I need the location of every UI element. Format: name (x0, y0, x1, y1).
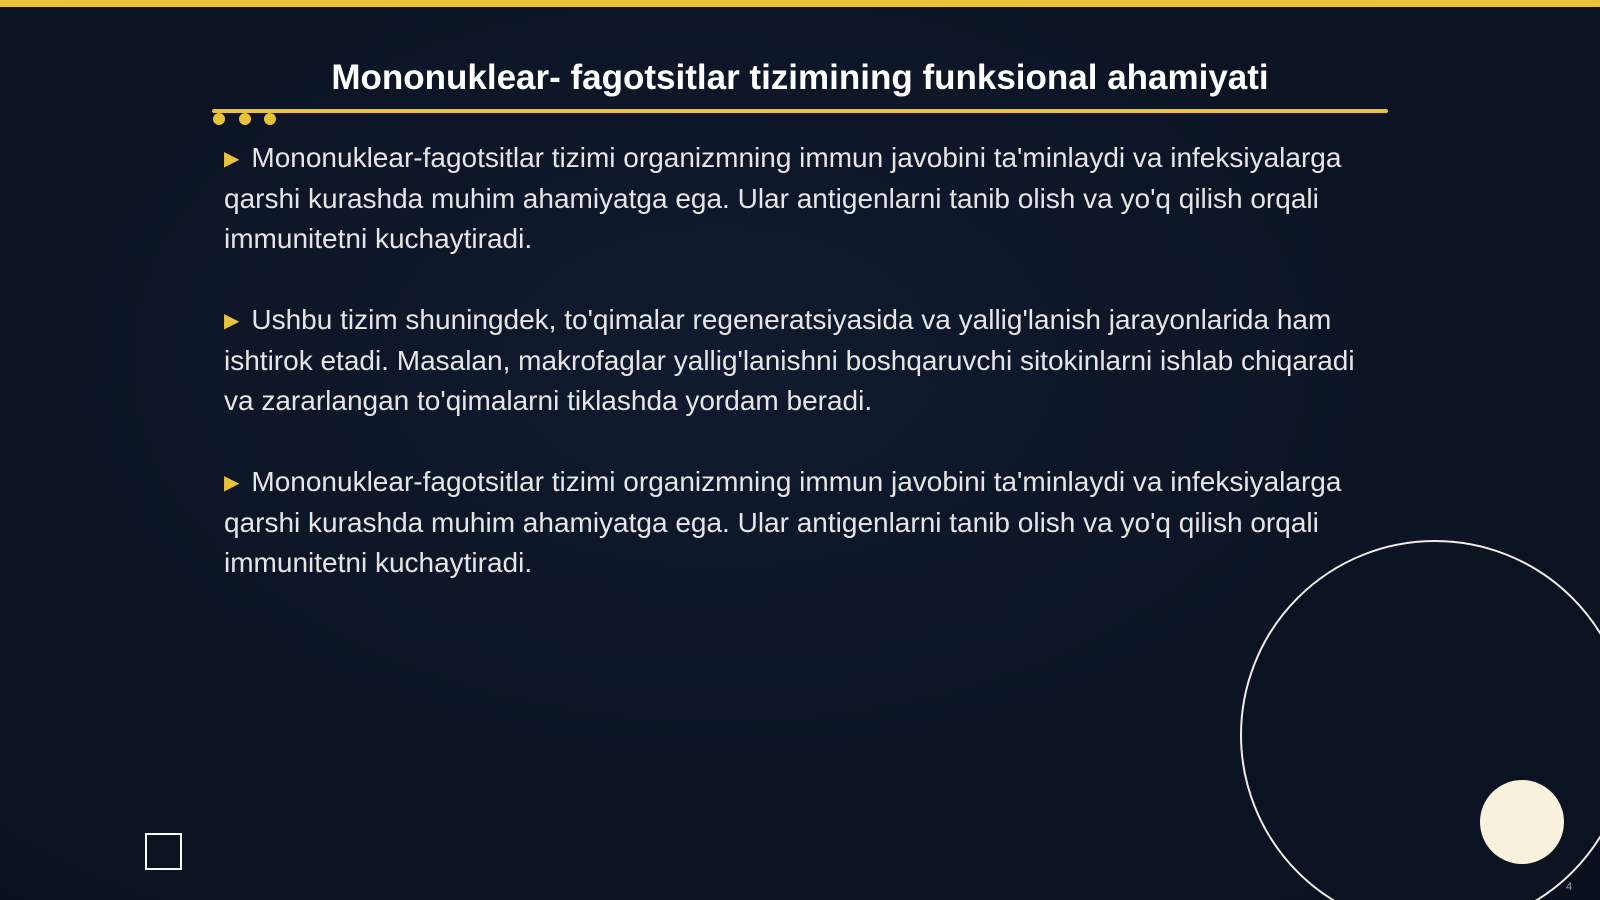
page-number: 4 (1566, 881, 1573, 893)
decorative-dot-1 (213, 113, 225, 125)
title-underline (212, 109, 1388, 113)
bullet-text: Mononuklear-fagotsitlar tizimi organizmning immun javobini ta'minlaydi va infeksiyalarga qarshi kurashda muhim ahamiyatga ega. Ular antigenlarni tanib olish va yo'q qilish orqali immunitetni kuchaytiradi. (224, 142, 1342, 254)
bullet-item (224, 138, 1374, 260)
triangle-bullet-icon: ▶ (224, 472, 240, 494)
top-accent-bar (0, 0, 1600, 7)
triangle-bullet-icon: ▶ (224, 148, 240, 170)
slide-title: Mononuklear- fagotsitlar tizimining funksional ahamiyati (331, 58, 1269, 97)
decorative-filled-circle (1480, 780, 1564, 864)
bullet-item (224, 300, 1374, 422)
decorative-dot-3 (264, 113, 276, 125)
bullet-list (224, 138, 1374, 624)
bullet-text: Mononuklear-fagotsitlar tizimi organizmning immun javobini ta'minlaydi va infeksiyalarga qarshi kurashda muhim ahamiyatga ega. Ular antigenlarni tanib olish va yo'q qilish orqali immunitetni kuchaytiradi. (224, 466, 1342, 578)
decorative-square-outline (145, 833, 182, 870)
bullet-item (224, 462, 1374, 584)
bullet-text: Ushbu tizim shuningdek, to'qimalar regeneratsiyasida va yallig'lanish jarayonlarida ham ishtirok etadi. Masalan, makrofaglar yallig'lanishni boshqaruvchi sitokinlarni ishlab chiqaradi va zararlangan to'qimalarni tiklashda yordam beradi. (224, 304, 1355, 416)
triangle-bullet-icon: ▶ (224, 310, 240, 332)
decorative-dot-2 (239, 113, 251, 125)
